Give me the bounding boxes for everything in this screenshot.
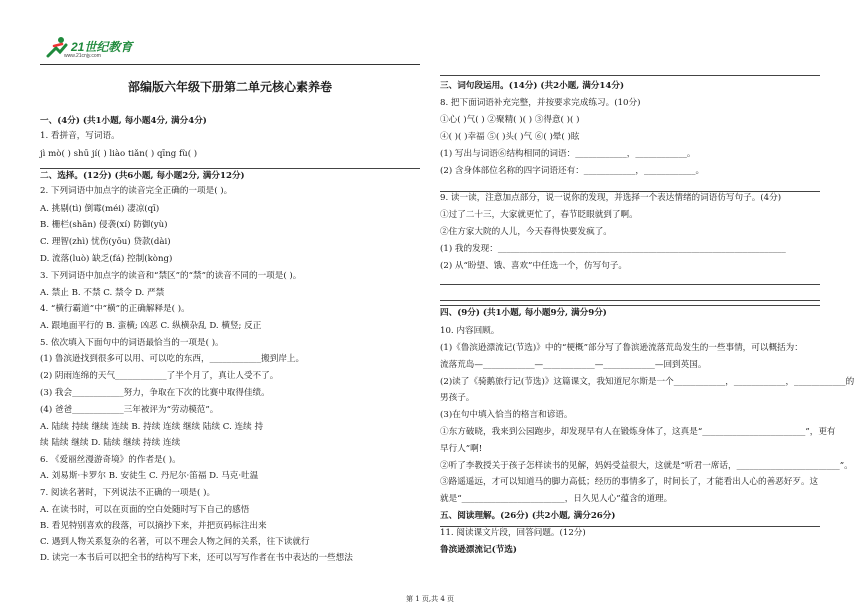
left-line: 1. 看拼音，写词语。 xyxy=(40,131,120,141)
left-line: (4) 爸爸____________三年被评为“劳动模范”。 xyxy=(40,405,219,415)
right-line: (1)《鲁滨逊漂流记(节选)》中的“梗概”部分写了鲁滨逊流落荒岛发生的一些事情，可以概括为： xyxy=(440,343,803,353)
right-line: 11. 阅读课文片段，回答问题。(12分) xyxy=(440,528,586,538)
left-line: A. 刘易斯·卡罗尔 B. 安徒生 C. 丹尼尔·笛福 D. 马克·吐温 xyxy=(40,471,259,481)
left-line: C. 遇到人物关系复杂的名著，可以不理会人物之间的关系，往下读就行 xyxy=(40,537,310,547)
left-line: B. 栅栏(shān) 侵袭(xí) 防御(yù) xyxy=(40,220,168,230)
section-rule xyxy=(440,75,820,76)
left-line: D. 读完一本书后可以把全书的结构写下来，还可以写写作者在书中表达的一些想法 xyxy=(40,553,353,563)
left-line: A. 禁止 B. 不禁 C. 禁令 D. 严禁 xyxy=(40,288,165,298)
left-line: 2. 下列词语中加点字的读音完全正确的一项是( )。 xyxy=(40,186,233,196)
right-line: ④( )( )幸福 ⑤( )头( )气 ⑥( )晕( )眩 xyxy=(440,132,580,142)
left-line: 5. 依次填入下面句中的词语最恰当的一项是( )。 xyxy=(40,338,224,348)
left-line: D. 流落(luò) 缺乏(fá) 控制(kòng) xyxy=(40,254,173,264)
left-line: 7. 阅读名著时，下列说法不正确的一项是( )。 xyxy=(40,488,216,498)
left-line: A. 陆续 持续 继续 连续 B. 持续 连续 继续 陆续 C. 连续 持 xyxy=(40,422,264,432)
right-line: 鲁滨逊漂流记(节选) xyxy=(440,545,517,555)
logo-text: 21世纪教育 xyxy=(71,40,133,54)
right-line: 早行人”啊! xyxy=(440,444,483,454)
right-line: 流落荒岛—____________—____________—____________—回到英国。 xyxy=(440,360,707,370)
section-rule xyxy=(440,305,820,306)
right-line: (2)读了《骑鹅旅行记(节选)》这篇课文，我知道尼尔斯是一个____________，____________，____________的 xyxy=(440,377,855,387)
right-line: (3)在句中填入恰当的格言和谚语。 xyxy=(440,410,573,420)
left-line: 3. 下列词语中加点字的读音和“禁区”的“禁”的读音不同的一项是( )。 xyxy=(40,271,302,281)
left-line: (2) 阴雨连绵的天气____________了半个月了，真让人受不了。 xyxy=(40,371,279,381)
section-rule xyxy=(440,526,820,527)
left-line: A. 在读书时，可以在页面的空白处随时写下自己的感悟 xyxy=(40,505,250,515)
left-line: (3) 我会____________努力，争取在下次的比赛中取得佳绩。 xyxy=(40,388,270,398)
right-line: 五、阅读理解。(26分) (共2小题, 满分26分) xyxy=(440,511,616,521)
right-line: ①心( )气( ) ②聚精( )( ) ③得意( )( ) xyxy=(440,115,580,125)
right-line: (2) 从“盼望、饿、喜欢”中任选一个，仿写句子。 xyxy=(440,261,627,271)
right-line: 三、词句段运用。(14分) (共2小题, 满分14分) xyxy=(440,81,625,91)
left-line: A. 挑剔(tì) 倒霉(méi) 凄凉(qī) xyxy=(40,204,160,214)
document-title: 部编版六年级下册第二单元核心素养卷 xyxy=(127,80,332,94)
right-line: ②听了李教授关于孩子怎样读书的见解，妈妈受益很大，这就是“听君一席话，________________________”。 xyxy=(440,461,853,471)
left-line: 4. “横行霸道”中“横”的正确解释是( )。 xyxy=(40,304,190,314)
left-line: (1) 鲁滨逊找到很多可以用、可以吃的东西，____________搬到岸上。 xyxy=(40,354,305,364)
right-line: (2) 含身体部位名称的四字词语还有：____________，____________。 xyxy=(440,166,705,176)
right-line: ①过了二十三，大家就更忙了，春节眨眼就到了啊。 xyxy=(440,210,638,220)
left-line: A. 跟地面平行的 B. 蛮横; 凶恶 C. 纵横杂乱 D. 横竖; 反正 xyxy=(40,321,262,331)
right-line: 10. 内容回顾。 xyxy=(440,326,500,336)
right-line: 男孩子。 xyxy=(440,393,475,403)
right-line: ②住方家大院的人儿，今天春得快要发疯了。 xyxy=(440,227,612,237)
left-line: C. 理智(zhì) 忧伤(yōu) 贷款(dài) xyxy=(40,237,171,247)
left-line: jì mò( ) shū jí( ) liào tiǎn( ) qīng fù( ) xyxy=(40,149,198,159)
header-rule xyxy=(40,64,420,65)
logo-url: www.21cnjy.com xyxy=(64,53,101,59)
page-footer: 第 1 页,共 4 页 xyxy=(405,595,455,603)
right-line: 四、(9分) (共1小题, 每小题9分, 满分9分) xyxy=(440,308,607,318)
section-rule xyxy=(40,168,420,169)
right-line: (1) 我的发现：___________________________________________________________________ xyxy=(440,244,786,254)
right-line: 8. 把下面词语补充完整，并按要求完成练习。(10分) xyxy=(440,98,641,108)
left-line: 一、(4分) (共1小题, 每小题4分, 满分4分) xyxy=(40,116,207,126)
left-line: 续 陆续 继续 D. 陆续 继续 持续 连续 xyxy=(40,438,181,448)
section-rule xyxy=(440,191,820,192)
right-line: 就是“________________________，日久见人心”蕴含的道理。 xyxy=(440,494,673,504)
answer-line xyxy=(440,300,820,301)
right-line: ①东方破晓，我来到公园跑步，却发现早有人在锻炼身体了，这真是“________________________”，更有 xyxy=(440,427,836,437)
logo xyxy=(44,36,140,64)
right-line: 9. 读一读，注意加点部分，说一说你的发现，并选择一个表达情绪的词语仿写句子。(4分) xyxy=(440,193,782,203)
left-line: 6. 《爱丽丝漫游奇境》的作者是( )。 xyxy=(40,455,181,465)
left-line: 二、选择。(12分) (共6小题, 每小题2分, 满分12分) xyxy=(40,171,245,181)
right-line: ③路遥遥远，才可以知道马的脚力高低；经历的事情多了，时间长了，才能看出人心的善恶好歹。这 xyxy=(440,477,819,487)
left-line: B. 看见特别喜欢的段落，可以摘抄下来，并把页码标注出来 xyxy=(40,521,267,531)
answer-line xyxy=(440,284,820,285)
right-line: (1) 写出与词语⑥结构相同的词语：____________，____________。 xyxy=(440,149,696,159)
